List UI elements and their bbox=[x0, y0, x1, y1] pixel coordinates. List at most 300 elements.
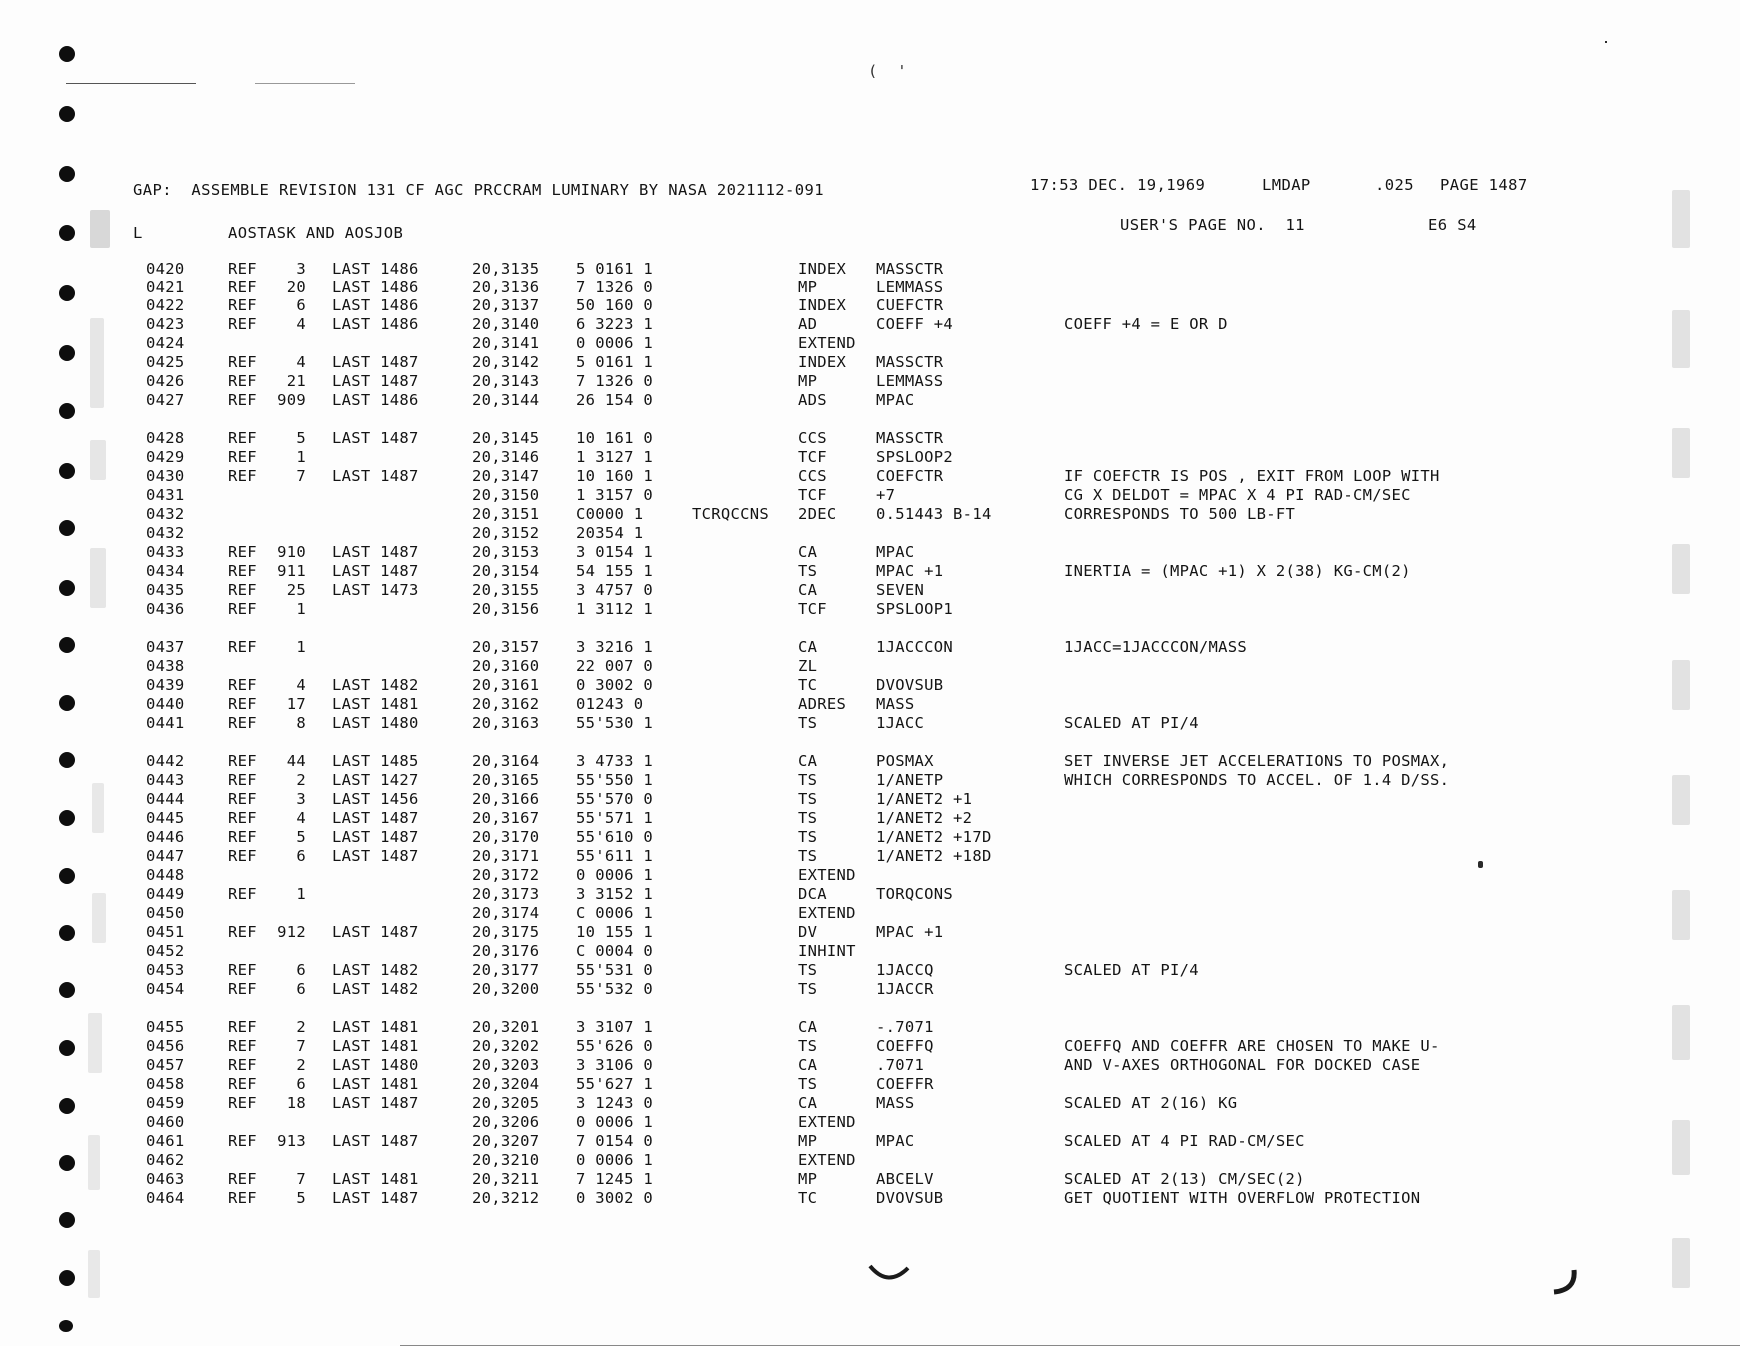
binder-hole bbox=[59, 225, 75, 241]
line-number: 0464 bbox=[146, 1189, 185, 1207]
last-page: LAST 1482 bbox=[332, 961, 419, 979]
operand: 1/ANET2 +1 bbox=[876, 790, 973, 808]
ref-label: REF bbox=[228, 448, 257, 466]
ref-count: 3 bbox=[296, 260, 306, 278]
last-page: LAST 1456 bbox=[332, 790, 419, 808]
operand: CUEFCTR bbox=[876, 296, 944, 314]
listing-row bbox=[0, 391, 1740, 410]
operand: MASSCTR bbox=[876, 429, 944, 447]
opcode: INDEX bbox=[798, 353, 847, 371]
ref-count: 2 bbox=[296, 1056, 306, 1074]
last-page: LAST 1481 bbox=[332, 1018, 419, 1036]
address: 20,3177 bbox=[472, 961, 540, 979]
ref-count: 18 bbox=[286, 1094, 306, 1112]
last-page: LAST 1482 bbox=[332, 676, 419, 694]
operand: COEFF +4 bbox=[876, 315, 954, 333]
address: 20,3140 bbox=[472, 315, 540, 333]
listing-row bbox=[0, 676, 1740, 695]
line-number: 0429 bbox=[146, 448, 185, 466]
operand: DVOVSUB bbox=[876, 1189, 944, 1207]
opcode: MP bbox=[798, 372, 818, 390]
operand: LEMMASS bbox=[876, 278, 944, 296]
ref-label: REF bbox=[228, 278, 257, 296]
ref-count: 4 bbox=[296, 809, 306, 827]
comment: SET INVERSE JET ACCELERATIONS TO POSMAX, bbox=[1064, 752, 1450, 770]
line-number: 0426 bbox=[146, 372, 185, 390]
address: 20,3162 bbox=[472, 695, 540, 713]
ref-count: 6 bbox=[296, 847, 306, 865]
octal-word: 1 3157 0 bbox=[576, 486, 654, 504]
line-number: 0421 bbox=[146, 278, 185, 296]
listing-row bbox=[0, 904, 1740, 923]
line-number: 0442 bbox=[146, 752, 185, 770]
opcode: TS bbox=[798, 961, 818, 979]
ref-label: REF bbox=[228, 1094, 257, 1112]
line-number: 0422 bbox=[146, 296, 185, 314]
line-number: 0463 bbox=[146, 1170, 185, 1188]
opcode: DV bbox=[798, 923, 818, 941]
last-page: LAST 1487 bbox=[332, 1094, 419, 1112]
ref-label: REF bbox=[228, 315, 257, 333]
octal-word: 0 3002 0 bbox=[576, 676, 654, 694]
operand: 1JACC bbox=[876, 714, 925, 732]
listing-row bbox=[0, 505, 1740, 524]
section-title: AOSTASK AND AOSJOB bbox=[228, 224, 404, 242]
page-number: PAGE 1487 bbox=[1440, 176, 1528, 194]
ref-label: REF bbox=[228, 638, 257, 656]
line-number: 0424 bbox=[146, 334, 185, 352]
ref-count: 20 bbox=[286, 278, 306, 296]
assembly-title: GAP: ASSEMBLE REVISION 131 CF AGC PRCCRAM LUMINARY BY NASA 2021112-091 bbox=[133, 181, 824, 199]
opcode: MP bbox=[798, 278, 818, 296]
ref-label: REF bbox=[228, 828, 257, 846]
opcode: INHINT bbox=[798, 942, 856, 960]
address: 20,3166 bbox=[472, 790, 540, 808]
last-page: LAST 1486 bbox=[332, 260, 419, 278]
listing-row bbox=[0, 1094, 1740, 1113]
ref-label: REF bbox=[228, 1056, 257, 1074]
last-page: LAST 1487 bbox=[332, 1132, 419, 1150]
ref-count: 912 bbox=[277, 923, 306, 941]
page-code: .025 bbox=[1375, 176, 1414, 194]
listing-row bbox=[0, 790, 1740, 809]
line-number: 0436 bbox=[146, 600, 185, 618]
operand: POSMAX bbox=[876, 752, 934, 770]
comment: SCALED AT 4 PI RAD-CM/SEC bbox=[1064, 1132, 1305, 1150]
scan-rule bbox=[66, 83, 196, 84]
address: 20,3165 bbox=[472, 771, 540, 789]
octal-word: 3 3216 1 bbox=[576, 638, 654, 656]
octal-word: 55'571 1 bbox=[576, 809, 654, 827]
address: 20,3135 bbox=[472, 260, 540, 278]
octal-word: 55'531 0 bbox=[576, 961, 654, 979]
ref-count: 17 bbox=[286, 695, 306, 713]
listing-row bbox=[0, 524, 1740, 543]
listing-row bbox=[0, 695, 1740, 714]
ref-label: REF bbox=[228, 543, 257, 561]
address: 20,3204 bbox=[472, 1075, 540, 1093]
ink-dot bbox=[1605, 41, 1607, 43]
line-number: 0428 bbox=[146, 429, 185, 447]
operand: SPSLOOP2 bbox=[876, 448, 954, 466]
opcode: EXTEND bbox=[798, 1151, 856, 1169]
address: 20,3146 bbox=[472, 448, 540, 466]
operand: -.7071 bbox=[876, 1018, 934, 1036]
ref-label: REF bbox=[228, 429, 257, 447]
address: 20,3205 bbox=[472, 1094, 540, 1112]
line-number: 0427 bbox=[146, 391, 185, 409]
line-number: 0441 bbox=[146, 714, 185, 732]
scan-rule bbox=[255, 83, 355, 84]
address: 20,3145 bbox=[472, 429, 540, 447]
ref-label: REF bbox=[228, 714, 257, 732]
listing-row bbox=[0, 885, 1740, 904]
listing-row bbox=[0, 334, 1740, 353]
ref-count: 44 bbox=[286, 752, 306, 770]
octal-word: 01243 0 bbox=[576, 695, 644, 713]
line-number: 0450 bbox=[146, 904, 185, 922]
address: 20,3142 bbox=[472, 353, 540, 371]
line-number: 0459 bbox=[146, 1094, 185, 1112]
ref-label: REF bbox=[228, 1170, 257, 1188]
address: 20,3211 bbox=[472, 1170, 540, 1188]
opcode: TC bbox=[798, 1189, 818, 1207]
last-page: LAST 1481 bbox=[332, 1075, 419, 1093]
opcode: TC bbox=[798, 676, 818, 694]
ref-label: REF bbox=[228, 676, 257, 694]
bottom-right-curve-mark bbox=[1550, 1268, 1580, 1298]
ref-count: 7 bbox=[296, 1170, 306, 1188]
comment: SCALED AT 2(16) KG bbox=[1064, 1094, 1238, 1112]
listing-row bbox=[0, 543, 1740, 562]
listing-row bbox=[0, 372, 1740, 391]
operand: ABCELV bbox=[876, 1170, 934, 1188]
line-number: 0458 bbox=[146, 1075, 185, 1093]
ref-label: REF bbox=[228, 980, 257, 998]
ref-label: REF bbox=[228, 562, 257, 580]
address: 20,3201 bbox=[472, 1018, 540, 1036]
octal-word: 54 155 1 bbox=[576, 562, 654, 580]
ref-count: 2 bbox=[296, 771, 306, 789]
opcode: TS bbox=[798, 714, 818, 732]
address: 20,3173 bbox=[472, 885, 540, 903]
octal-word: 50 160 0 bbox=[576, 296, 654, 314]
octal-word: 26 154 0 bbox=[576, 391, 654, 409]
octal-word: 22 007 0 bbox=[576, 657, 654, 675]
ref-count: 3 bbox=[296, 790, 306, 808]
octal-word: 3 1243 0 bbox=[576, 1094, 654, 1112]
listing-row bbox=[0, 429, 1740, 448]
ref-label: REF bbox=[228, 1075, 257, 1093]
octal-word: 5 0161 1 bbox=[576, 353, 654, 371]
listing-row bbox=[0, 296, 1740, 315]
listing-row bbox=[0, 467, 1740, 486]
line-number: 0456 bbox=[146, 1037, 185, 1055]
opcode: MP bbox=[798, 1132, 818, 1150]
line-number: 0444 bbox=[146, 790, 185, 808]
opcode: CA bbox=[798, 1094, 818, 1112]
listing-row bbox=[0, 657, 1740, 676]
ref-count: 2 bbox=[296, 1018, 306, 1036]
opcode: DCA bbox=[798, 885, 827, 903]
octal-word: 1 3127 1 bbox=[576, 448, 654, 466]
ref-label: REF bbox=[228, 391, 257, 409]
ref-label: REF bbox=[228, 923, 257, 941]
last-page: LAST 1487 bbox=[332, 543, 419, 561]
ref-label: REF bbox=[228, 581, 257, 599]
address: 20,3150 bbox=[472, 486, 540, 504]
address: 20,3160 bbox=[472, 657, 540, 675]
line-number: 0461 bbox=[146, 1132, 185, 1150]
symbol-label: TCRQCCNS bbox=[692, 505, 770, 523]
octal-word: 3 0154 1 bbox=[576, 543, 654, 561]
ref-label: REF bbox=[228, 961, 257, 979]
address: 20,3152 bbox=[472, 524, 540, 542]
octal-word: 3 3152 1 bbox=[576, 885, 654, 903]
operand: 1/ANET2 +18D bbox=[876, 847, 992, 865]
listing-row bbox=[0, 448, 1740, 467]
line-number: 0454 bbox=[146, 980, 185, 998]
line-number: 0445 bbox=[146, 809, 185, 827]
address: 20,3202 bbox=[472, 1037, 540, 1055]
opcode: CCS bbox=[798, 429, 827, 447]
ref-count: 6 bbox=[296, 961, 306, 979]
octal-word: 10 155 1 bbox=[576, 923, 654, 941]
address: 20,3207 bbox=[472, 1132, 540, 1150]
octal-word: 55'627 1 bbox=[576, 1075, 654, 1093]
address: 20,3170 bbox=[472, 828, 540, 846]
line-number: 0446 bbox=[146, 828, 185, 846]
last-page: LAST 1480 bbox=[332, 714, 419, 732]
last-page: LAST 1486 bbox=[332, 391, 419, 409]
ref-label: REF bbox=[228, 1132, 257, 1150]
last-page: LAST 1487 bbox=[332, 1189, 419, 1207]
line-number: 0452 bbox=[146, 942, 185, 960]
comment: CORRESPONDS TO 500 LB-FT bbox=[1064, 505, 1296, 523]
line-number: 0433 bbox=[146, 543, 185, 561]
listing-row bbox=[0, 315, 1740, 334]
octal-word: 0 3002 0 bbox=[576, 1189, 654, 1207]
operand: LEMMASS bbox=[876, 372, 944, 390]
address: 20,3153 bbox=[472, 543, 540, 561]
line-number: 0438 bbox=[146, 657, 185, 675]
octal-word: C 0006 1 bbox=[576, 904, 654, 922]
last-page: LAST 1481 bbox=[332, 1170, 419, 1188]
binder-hole bbox=[59, 106, 75, 122]
operand: TORQCONS bbox=[876, 885, 954, 903]
octal-word: 7 1326 0 bbox=[576, 372, 654, 390]
line-number: 0432 bbox=[146, 505, 185, 523]
ref-label: REF bbox=[228, 695, 257, 713]
address: 20,3157 bbox=[472, 638, 540, 656]
scan-smudge bbox=[1672, 190, 1690, 248]
scan-smudge bbox=[90, 210, 110, 248]
listing-row bbox=[0, 1056, 1740, 1075]
ref-count: 1 bbox=[296, 638, 306, 656]
line-number: 0460 bbox=[146, 1113, 185, 1131]
ref-label: REF bbox=[228, 771, 257, 789]
opcode: TCF bbox=[798, 486, 827, 504]
address: 20,3147 bbox=[472, 467, 540, 485]
ref-count: 4 bbox=[296, 676, 306, 694]
operand: 1/ANETP bbox=[876, 771, 944, 789]
listing-row bbox=[0, 1132, 1740, 1151]
ref-label: REF bbox=[228, 809, 257, 827]
octal-word: 3 4733 1 bbox=[576, 752, 654, 770]
listing-row bbox=[0, 771, 1740, 790]
ref-label: REF bbox=[228, 885, 257, 903]
octal-word: 3 3106 0 bbox=[576, 1056, 654, 1074]
operand: MPAC bbox=[876, 1132, 915, 1150]
octal-word: 0 0006 1 bbox=[576, 866, 654, 884]
ref-count: 4 bbox=[296, 315, 306, 333]
octal-word: 20354 1 bbox=[576, 524, 644, 542]
listing-row bbox=[0, 961, 1740, 980]
operand: SEVEN bbox=[876, 581, 925, 599]
listing-row bbox=[0, 638, 1740, 657]
line-number: 0449 bbox=[146, 885, 185, 903]
scan-smudge bbox=[1672, 1238, 1690, 1288]
octal-word: 7 1326 0 bbox=[576, 278, 654, 296]
last-page: LAST 1487 bbox=[332, 562, 419, 580]
operand: .7071 bbox=[876, 1056, 925, 1074]
opcode: TS bbox=[798, 1075, 818, 1093]
ref-count: 5 bbox=[296, 828, 306, 846]
opcode: CCS bbox=[798, 467, 827, 485]
listing-row bbox=[0, 866, 1740, 885]
listing-row bbox=[0, 1018, 1740, 1037]
octal-word: 55'570 0 bbox=[576, 790, 654, 808]
listing-row bbox=[0, 486, 1740, 505]
opcode: TS bbox=[798, 562, 818, 580]
listing-row bbox=[0, 260, 1740, 279]
listing-row bbox=[0, 752, 1740, 771]
scan-smudge bbox=[88, 1250, 100, 1298]
operand: MASS bbox=[876, 695, 915, 713]
comment: SCALED AT PI/4 bbox=[1064, 961, 1199, 979]
ref-count: 4 bbox=[296, 353, 306, 371]
operand: 1/ANET2 +17D bbox=[876, 828, 992, 846]
ref-label: REF bbox=[228, 847, 257, 865]
last-page: LAST 1486 bbox=[332, 278, 419, 296]
address: 20,3151 bbox=[472, 505, 540, 523]
operand: MPAC bbox=[876, 391, 915, 409]
opcode: CA bbox=[798, 543, 818, 561]
listing-row bbox=[0, 942, 1740, 961]
line-number: 0453 bbox=[146, 961, 185, 979]
ref-count: 1 bbox=[296, 600, 306, 618]
address: 20,3200 bbox=[472, 980, 540, 998]
listing-row bbox=[0, 600, 1740, 619]
last-page: LAST 1427 bbox=[332, 771, 419, 789]
listing-row bbox=[0, 1189, 1740, 1208]
ref-count: 8 bbox=[296, 714, 306, 732]
ref-label: REF bbox=[228, 1018, 257, 1036]
octal-word: 55'532 0 bbox=[576, 980, 654, 998]
octal-word: 55'626 0 bbox=[576, 1037, 654, 1055]
octal-word: 55'611 1 bbox=[576, 847, 654, 865]
listing-row bbox=[0, 1037, 1740, 1056]
address: 20,3172 bbox=[472, 866, 540, 884]
last-page: LAST 1486 bbox=[332, 296, 419, 314]
listing-row bbox=[0, 278, 1740, 297]
ref-count: 7 bbox=[296, 467, 306, 485]
comment: COEFFQ AND COEFFR ARE CHOSEN TO MAKE U- bbox=[1064, 1037, 1440, 1055]
opcode: EXTEND bbox=[798, 334, 856, 352]
last-page: LAST 1487 bbox=[332, 467, 419, 485]
octal-word: 3 4757 0 bbox=[576, 581, 654, 599]
comment: WHICH CORRESPONDS TO ACCEL. OF 1.4 D/SS. bbox=[1064, 771, 1450, 789]
address: 20,3203 bbox=[472, 1056, 540, 1074]
comment: GET QUOTIENT WITH OVERFLOW PROTECTION bbox=[1064, 1189, 1421, 1207]
listing-row bbox=[0, 1075, 1740, 1094]
line-number: 0432 bbox=[146, 524, 185, 542]
address: 20,3174 bbox=[472, 904, 540, 922]
opcode: EXTEND bbox=[798, 866, 856, 884]
octal-word: 55'530 1 bbox=[576, 714, 654, 732]
opcode: ZL bbox=[798, 657, 818, 675]
ref-count: 5 bbox=[296, 1189, 306, 1207]
line-number: 0451 bbox=[146, 923, 185, 941]
address: 20,3212 bbox=[472, 1189, 540, 1207]
listing-row bbox=[0, 581, 1740, 600]
octal-word: 0 0006 1 bbox=[576, 334, 654, 352]
comment: AND V-AXES ORTHOGONAL FOR DOCKED CASE bbox=[1064, 1056, 1421, 1074]
program-name: LMDAP bbox=[1262, 176, 1311, 194]
operand: 1JACCQ bbox=[876, 961, 934, 979]
ref-count: 21 bbox=[286, 372, 306, 390]
opcode: TS bbox=[798, 1037, 818, 1055]
ref-label: REF bbox=[228, 467, 257, 485]
binder-hole bbox=[59, 46, 75, 62]
section-letter: L bbox=[133, 224, 143, 242]
opcode: ADS bbox=[798, 391, 827, 409]
line-number: 0457 bbox=[146, 1056, 185, 1074]
opcode: CA bbox=[798, 638, 818, 656]
opcode: TS bbox=[798, 847, 818, 865]
listing-row bbox=[0, 980, 1740, 999]
line-number: 0447 bbox=[146, 847, 185, 865]
operand: MASSCTR bbox=[876, 353, 944, 371]
line-number: 0462 bbox=[146, 1151, 185, 1169]
listing-row bbox=[0, 562, 1740, 581]
opcode: ADRES bbox=[798, 695, 847, 713]
operand: MPAC +1 bbox=[876, 923, 944, 941]
comment: IF COEFCTR IS POS , EXIT FROM LOOP WITH bbox=[1064, 467, 1440, 485]
listing-row bbox=[0, 353, 1740, 372]
last-page: LAST 1485 bbox=[332, 752, 419, 770]
operand: 1/ANET2 +2 bbox=[876, 809, 973, 827]
comment: 1JACC=1JACCCON/MASS bbox=[1064, 638, 1248, 656]
line-number: 0440 bbox=[146, 695, 185, 713]
opcode: INDEX bbox=[798, 296, 847, 314]
ref-count: 25 bbox=[286, 581, 306, 599]
line-number: 0455 bbox=[146, 1018, 185, 1036]
binder-hole bbox=[59, 1270, 75, 1286]
line-number: 0431 bbox=[146, 486, 185, 504]
line-number: 0437 bbox=[146, 638, 185, 656]
line-number: 0443 bbox=[146, 771, 185, 789]
binder-hole bbox=[59, 1320, 73, 1332]
opcode: TS bbox=[798, 809, 818, 827]
octal-word: 1 3112 1 bbox=[576, 600, 654, 618]
opcode: TCF bbox=[798, 600, 827, 618]
listing-row bbox=[0, 1113, 1740, 1132]
address: 20,3144 bbox=[472, 391, 540, 409]
address: 20,3141 bbox=[472, 334, 540, 352]
bottom-curve-mark bbox=[868, 1262, 910, 1286]
comment: CG X DELDOT = MPAC X 4 PI RAD-CM/SEC bbox=[1064, 486, 1411, 504]
